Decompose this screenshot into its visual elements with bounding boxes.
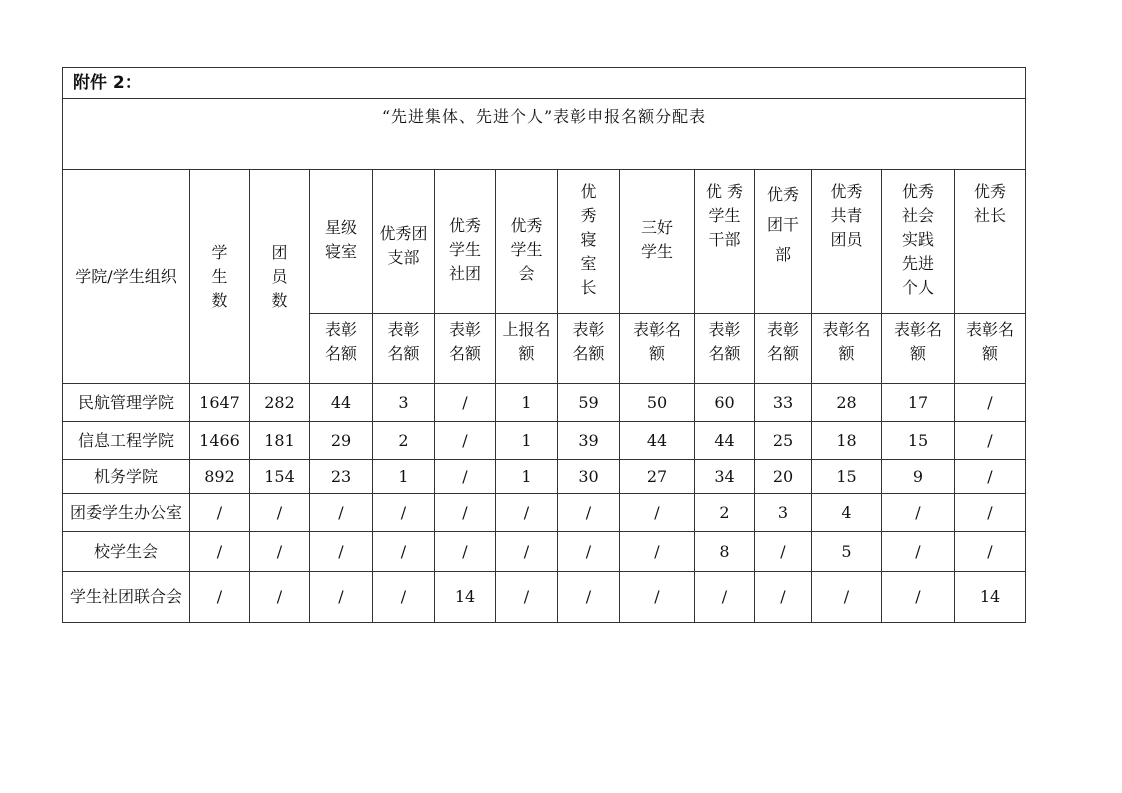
row-cell: 14: [955, 572, 1026, 623]
row-cell: 33: [755, 384, 812, 422]
category-label: 优秀团干部: [766, 185, 799, 264]
category-label: 优秀社会实践先进个人: [901, 182, 934, 297]
header-category: [435, 170, 496, 314]
data-rows: [63, 384, 1026, 623]
row-cell: 44: [695, 422, 755, 460]
row-cell: /: [250, 494, 310, 532]
row-cell: 29: [310, 422, 373, 460]
row-cell: 1647: [190, 384, 250, 422]
header-students: [190, 170, 250, 384]
row-cell: /: [955, 384, 1026, 422]
row-cell: /: [812, 572, 882, 623]
row-cell: /: [955, 494, 1026, 532]
row-cell: 1: [496, 422, 558, 460]
attachment-row: [63, 68, 1026, 99]
header-category: [955, 170, 1026, 314]
header-category: [812, 170, 882, 314]
row-cell: 27: [620, 460, 695, 494]
header-category: [558, 170, 620, 314]
row-cell: /: [558, 572, 620, 623]
row-cell: /: [310, 494, 373, 532]
quota-label: 表彰名额: [448, 320, 481, 363]
quota-header: [755, 314, 812, 384]
category-label: 优秀社长: [973, 182, 1006, 225]
row-cell: 60: [695, 384, 755, 422]
row-cell: /: [882, 532, 955, 572]
row-cell: /: [373, 494, 435, 532]
quota-header: [955, 314, 1026, 384]
row-cell: 44: [620, 422, 695, 460]
row-org-name: 信息工程学院: [63, 422, 190, 460]
row-cell: 1: [373, 460, 435, 494]
row-cell: 59: [558, 384, 620, 422]
row-cell: 50: [620, 384, 695, 422]
quota-label: 表彰名额: [965, 320, 1014, 363]
row-cell: /: [310, 532, 373, 572]
row-cell: 3: [373, 384, 435, 422]
row-cell: /: [620, 532, 695, 572]
row-cell: /: [310, 572, 373, 623]
row-org-name: 民航管理学院: [63, 384, 190, 422]
row-cell: 3: [755, 494, 812, 532]
category-label: 三好学生: [640, 218, 673, 261]
row-cell: /: [250, 532, 310, 572]
quota-label: 表彰名额: [387, 320, 420, 363]
quota-header: [695, 314, 755, 384]
quota-header: [882, 314, 955, 384]
category-label: 优秀学生社团: [448, 216, 481, 283]
row-cell: /: [755, 532, 812, 572]
row-cell: 282: [250, 384, 310, 422]
quota-header: [435, 314, 496, 384]
quota-header: [812, 314, 882, 384]
row-org-name: 机务学院: [63, 460, 190, 494]
quota-label: 表彰名额: [632, 320, 681, 363]
table-title: “先进集体、先进个人”表彰申报名额分配表: [63, 99, 1026, 170]
row-cell: 14: [435, 572, 496, 623]
quota-label: 表彰名额: [708, 320, 741, 363]
quota-label: 表彰名额: [766, 320, 799, 363]
row-cell: /: [558, 494, 620, 532]
row-cell: /: [190, 494, 250, 532]
quota-label: 表彰名额: [893, 320, 942, 363]
header-category: [695, 170, 755, 314]
row-cell: /: [435, 494, 496, 532]
row-cell: 28: [812, 384, 882, 422]
table-row: [63, 494, 1026, 532]
row-org-name: 团委学生办公室: [63, 494, 190, 532]
row-cell: /: [955, 532, 1026, 572]
row-cell: /: [955, 460, 1026, 494]
header-category: [882, 170, 955, 314]
row-cell: 34: [695, 460, 755, 494]
title-row: [63, 99, 1026, 170]
row-cell: /: [373, 532, 435, 572]
table-row: [63, 460, 1026, 494]
row-cell: /: [496, 532, 558, 572]
category-label: 优秀团支部: [379, 224, 428, 267]
row-cell: 892: [190, 460, 250, 494]
row-cell: 2: [373, 422, 435, 460]
row-cell: /: [496, 494, 558, 532]
row-cell: 39: [558, 422, 620, 460]
row-cell: /: [755, 572, 812, 623]
row-cell: /: [373, 572, 435, 623]
header-category: [496, 170, 558, 314]
quota-label: 表彰名额: [572, 320, 605, 363]
row-cell: /: [435, 460, 496, 494]
row-cell: 25: [755, 422, 812, 460]
table-row: [63, 572, 1026, 623]
row-cell: /: [695, 572, 755, 623]
header-members-label: 团员数: [271, 242, 288, 310]
row-cell: 17: [882, 384, 955, 422]
row-cell: 8: [695, 532, 755, 572]
table-row: [63, 532, 1026, 572]
row-cell: /: [620, 572, 695, 623]
row-cell: /: [882, 494, 955, 532]
header-category: [310, 170, 373, 314]
category-label: 优秀学生会: [510, 216, 543, 283]
row-cell: /: [435, 532, 496, 572]
row-cell: /: [435, 422, 496, 460]
header-org: 学院/学生组织: [63, 170, 190, 384]
quota-header: [310, 314, 373, 384]
row-cell: 1466: [190, 422, 250, 460]
header-category: [373, 170, 435, 314]
row-cell: 4: [812, 494, 882, 532]
row-cell: 1: [496, 460, 558, 494]
row-cell: /: [882, 572, 955, 623]
row-cell: /: [190, 572, 250, 623]
attachment-label: 附件 2：: [63, 68, 1026, 99]
quota-header: [558, 314, 620, 384]
row-cell: 2: [695, 494, 755, 532]
row-cell: 154: [250, 460, 310, 494]
row-cell: 30: [558, 460, 620, 494]
row-cell: /: [190, 532, 250, 572]
row-org-name: 校学生会: [63, 532, 190, 572]
header-row-categories: [63, 170, 1026, 314]
row-cell: 44: [310, 384, 373, 422]
category-label: 优秀寝室长: [580, 182, 597, 297]
category-label: 优 秀 学生干部: [705, 182, 744, 249]
table-row: [63, 422, 1026, 460]
allocation-table: [62, 67, 1026, 623]
quota-label: 表彰名额: [822, 320, 871, 363]
row-cell: 23: [310, 460, 373, 494]
header-students-label: 学生数: [211, 242, 228, 310]
row-cell: /: [620, 494, 695, 532]
quota-header: [496, 314, 558, 384]
row-cell: 18: [812, 422, 882, 460]
row-cell: 15: [882, 422, 955, 460]
quota-header: [373, 314, 435, 384]
row-cell: 1: [496, 384, 558, 422]
quota-label: 上报名额: [502, 320, 551, 363]
row-cell: 15: [812, 460, 882, 494]
category-label: 星级寝室: [324, 218, 357, 261]
row-cell: /: [435, 384, 496, 422]
header-category: [755, 170, 812, 314]
row-cell: /: [558, 532, 620, 572]
row-cell: 5: [812, 532, 882, 572]
row-cell: /: [496, 572, 558, 623]
table-row: [63, 384, 1026, 422]
header-category: [620, 170, 695, 314]
row-cell: /: [250, 572, 310, 623]
row-cell: 181: [250, 422, 310, 460]
quota-label: 表彰名额: [324, 320, 357, 363]
row-cell: /: [955, 422, 1026, 460]
category-label: 优秀共青团员: [830, 182, 863, 249]
header-members: [250, 170, 310, 384]
row-cell: 20: [755, 460, 812, 494]
row-org-name: 学生社团联合会: [63, 572, 190, 623]
row-cell: 9: [882, 460, 955, 494]
quota-header: [620, 314, 695, 384]
